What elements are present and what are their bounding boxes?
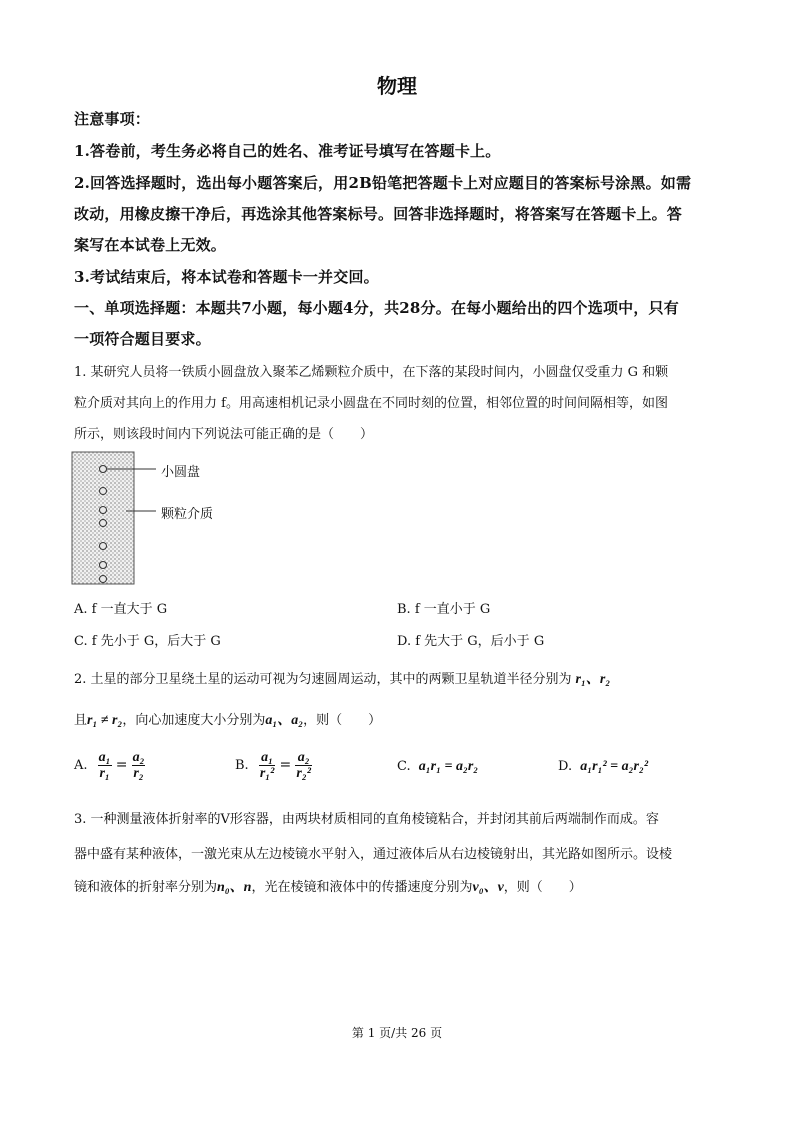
q3-index-symbols: n₀、n	[217, 880, 252, 895]
q1-option-a: A. f 一直大于 G	[74, 602, 168, 617]
q1-stem-line-2: 粒介质对其向上的作用力 f。用高速相机记录小圆盘在不同时刻的位置，相邻位置的时间间隔相等，如图	[74, 396, 668, 411]
disk-position-2	[100, 488, 107, 495]
q2-option-c-expression: a₁r₁ = a₂r₂	[418, 759, 479, 774]
q1-stem-line-3: 所示，则该段时间内下列说法可能正确的是（ ）	[74, 427, 374, 442]
notice-item-3: 3.考试结束后，将本试卷和答题卡一并交回。	[74, 268, 379, 286]
q2-stem-line-1	[74, 668, 610, 688]
q2-stem-middle: ，向心加速度大小分别为	[122, 713, 266, 728]
notice-item-2-line-1: 2.回答选择题时，选出每小题答案后，用2B铅笔把答题卡上对应题目的答案标号涂黑。如需	[74, 174, 692, 192]
q2-option-a	[74, 750, 145, 781]
q2-option-d-expression: a₁r₁² = a₂r₂²	[580, 759, 649, 774]
q1-option-c: C. f 先小于 G，后大于 G	[74, 634, 221, 649]
q2-option-b-fraction-1: $\frac{\text{a₁}}{\text{r₁²}}$	[259, 750, 275, 781]
q2-inequality: r₁ ≠ r₂	[87, 713, 123, 728]
q3-speed-symbols: v₀、v	[472, 880, 504, 895]
page-title: 物理	[377, 74, 417, 98]
disk-position-4	[100, 520, 107, 527]
q1-figure	[70, 450, 250, 586]
q2-option-a-fraction-1: $\frac{\text{a₁}}{\text{r₁}}$	[98, 750, 111, 781]
section-heading-line-1: 一、单项选择题：本题共7小题，每小题4分，共28分。在每小题给出的四个选项中，只有	[74, 299, 679, 317]
q2-option-b-label: B.	[235, 758, 249, 773]
disk-position-5	[100, 543, 107, 550]
q3-stem-suffix: ，则（ ）	[503, 880, 582, 895]
notice-item-1: 1.答卷前，考生务必将自己的姓名、准考证号填写在答题卡上。	[74, 142, 501, 160]
q2-stem-text: 2. 土星的部分卫星绕土星的运动可视为匀速圆周运动，其中的两颗卫星轨道半径分别为	[74, 672, 572, 687]
q2-option-c	[397, 759, 478, 775]
q2-stem-prefix: 且	[74, 713, 88, 728]
q1-figure-label-disk: 小圆盘	[161, 465, 201, 480]
q3-stem-line-2: 器中盛有某种液体，一激光束从左边棱镜水平射入，通过液体后从右边棱镜射出，其光路如图所示。设棱	[74, 847, 673, 862]
q2-option-a-label: A.	[74, 758, 88, 773]
q2-acceleration-symbols: a₁、a₂	[265, 713, 304, 728]
q2-option-d	[558, 759, 648, 775]
notice-heading: 注意事项：	[74, 110, 151, 128]
q1-option-d: D. f 先大于 G，后小于 G	[397, 634, 545, 649]
notice-item-2-line-3: 案写在本试卷上无效。	[74, 236, 227, 254]
q2-stem-suffix: ，则（ ）	[303, 713, 382, 728]
disk-position-6	[100, 562, 107, 569]
q3-stem-line-1: 3. 一种测量液体折射率的V形容器，由两块材质相同的直角棱镜粘合，并封闭其前后两端制作而成。容	[74, 812, 659, 827]
section-heading-line-2: 一项符合题目要求。	[74, 330, 211, 348]
q2-stem-line-2	[74, 709, 381, 729]
q2-option-a-equals: =	[115, 757, 128, 773]
q2-option-b	[235, 750, 312, 781]
q1-option-b: B. f 一直小于 G	[397, 602, 491, 617]
q2-option-c-label: C.	[397, 759, 411, 774]
disk-position-3	[100, 507, 107, 514]
q2-radius-symbols: r₁、r₂	[575, 672, 611, 687]
q1-figure-label-medium: 颗粒介质	[161, 507, 214, 522]
q3-stem-line-3	[74, 876, 582, 896]
notice-item-2-line-2: 改动，用橡皮擦干净后，再选涂其他答案标号。回答非选择题时，将答案写在答题卡上。答	[74, 205, 683, 223]
disk-position-1	[100, 466, 107, 473]
q2-option-a-fraction-2: $\frac{\text{a₂}}{\text{r₂}}$	[132, 750, 145, 781]
q1-stem-line-1: 1. 某研究人员将一铁质小圆盘放入聚苯乙烯颗粒介质中，在下落的某段时间内，小圆盘仅受重力 G 和颗	[74, 365, 669, 380]
q3-stem-prefix: 镜和液体的折射率分别为	[74, 880, 218, 895]
q2-option-b-fraction-2: $\frac{\text{a₂}}{\text{r₂²}}$	[296, 750, 311, 781]
disk-position-7	[100, 576, 107, 583]
q2-option-d-label: D.	[558, 759, 573, 774]
q2-option-b-equals: =	[279, 757, 292, 773]
page-footer: 第 1 页/共 26 页	[351, 1026, 443, 1040]
q3-stem-middle: ，光在棱镜和液体中的传播速度分别为	[251, 880, 473, 895]
